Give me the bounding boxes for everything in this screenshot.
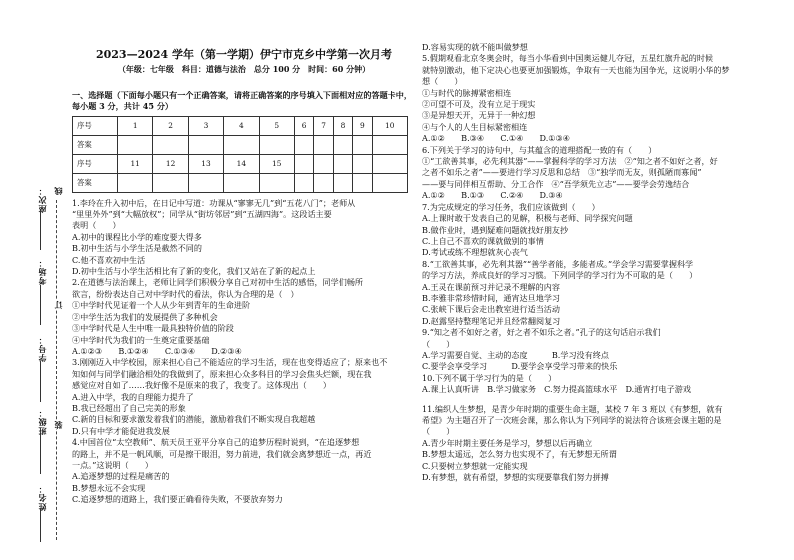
left-question-text — [72, 198, 416, 506]
question-line: 希望》为主题召开了一次班会课，那么你认为下列同学的说法符合该班会课主题的是 — [422, 415, 722, 425]
question-line: 之者不如乐之者”——要进行学习反思和总结 ③“独学而无友，则孤陋而寡闻” — [422, 167, 702, 178]
answer-table-cell[interactable] — [294, 135, 313, 154]
answer-table-cell[interactable] — [188, 135, 223, 154]
answer-table-cell: 10 — [372, 116, 407, 135]
question-line: A.进入中学，我的自理能力提升了 — [72, 391, 194, 402]
margin-field-name: 姓名： — [37, 484, 47, 511]
question-line: 感觉应对自如了……我好像不是原来的我了，我变了。这体现出（ ） — [72, 380, 332, 391]
question-line: ③是异想天开，无异于一种幻想 — [422, 110, 536, 121]
exam-subtitle: （年级：七年级 科目：道德与法治 总分 100 分 时间：60 分钟） — [117, 64, 371, 75]
question-line: 的学习方法，养成良好的学习习惯。下列同学的学习行为不可取的是（ ） — [422, 270, 698, 281]
answer-table-cell: 8 — [333, 116, 352, 135]
question-line: D.初中生活与小学生活相比有了新的变化，我们又站在了新的起点上 — [72, 266, 316, 277]
answer-table-row — [73, 173, 408, 192]
answer-table-cell — [314, 154, 333, 173]
margin-field-seat: 座次： — [37, 186, 47, 213]
answer-table-cell: 9 — [353, 116, 372, 135]
question-line: （ ） — [422, 338, 455, 349]
question-line: D.只有中学才能促进我发展 — [72, 425, 170, 436]
answer-table-cell[interactable] — [372, 135, 407, 154]
answer-table-cell[interactable] — [153, 135, 188, 154]
answer-table-cell — [353, 154, 372, 173]
question-line: B.做作业时，遇到疑难问题就找好朋友抄 — [422, 224, 569, 235]
answer-table-cell[interactable] — [333, 135, 352, 154]
answer-table-cell[interactable] — [188, 173, 223, 192]
question-line — [422, 396, 778, 404]
question-line: 6.下列关于学习的诗句中，与其蕴含的道理搭配一致的有（ ） — [422, 144, 657, 155]
question-line: 表明（ ） — [72, 220, 121, 231]
question-line: A.追逐梦想的过程是痛苦的 — [72, 471, 170, 482]
question-line: B.梦想永远不会实现 — [72, 482, 146, 493]
question-line: A.课上认真听讲 B.学习做家务 C.努力提高篮球水平 D.通宵打电子游戏 — [422, 384, 691, 395]
margin-field-room: 考场： — [37, 258, 47, 285]
question-line: 4.中国首位“太空教师”、航天员王亚平分享自己的追梦历程时说到，“在追逐梦想 — [72, 437, 360, 448]
answer-table-cell[interactable] — [294, 173, 313, 192]
question-line: ④中学时代为我们的一生奠定重要基础 — [72, 334, 210, 345]
question-line: ③中学时代是人生中唯一最具独特价值的阶段 — [72, 323, 234, 334]
answer-table-cell — [372, 154, 407, 173]
question-line: B.梦想太遥远，怎么努力也实现不了，有无梦想无所谓 — [422, 449, 617, 460]
question-line: 的路上，并不是一帆风顺，可是擦干眼泪，努力前进，我们就会离梦想近一点，再近 — [72, 448, 372, 459]
question-line: A.王灵在课前预习并记录不理解的内容 — [422, 281, 560, 292]
question-line: C.张峡下课后会走出教室进行适当活动 — [422, 304, 560, 315]
id-blank — [40, 362, 41, 402]
answer-table-cell[interactable] — [353, 135, 372, 154]
question-line: 就特别激动，他下定决心也要更加强锻炼，争取有一天也能为国争光，这说明小华的梦 — [422, 64, 730, 75]
answer-table-cell: 序号 — [73, 154, 118, 173]
question-line: 7.为完成规定的学习任务，我们应该做到（ ） — [422, 201, 600, 212]
question-line: A.上课时敢于发表自己的见解，积极与老师、同学探究问题 — [422, 213, 633, 224]
question-line: “里里外外”到“大幅放权”；同学从“街坊邻居”到“五湖四海”。这段话主要 — [72, 209, 332, 220]
margin-field-class: 班级： — [37, 408, 47, 435]
answer-table-cell: 15 — [259, 154, 294, 173]
question-line: A.①②③ B.①②④ C.①③④ D.②③④ — [72, 345, 242, 356]
answer-table-cell: 答案 — [73, 135, 118, 154]
answer-table-cell[interactable] — [259, 135, 294, 154]
answer-table-row — [73, 116, 408, 135]
answer-table-cell: 6 — [294, 116, 313, 135]
question-line: C.要学会享受学习 D.要学会享受学习带来的快乐 — [422, 361, 618, 372]
answer-table-cell: 13 — [188, 154, 223, 173]
question-line: C.追逐梦想的道路上，我们要正确看待失败，不要放弃努力 — [72, 494, 283, 505]
question-line: D.赵露坚持整理笔记并且经常翻阅复习 — [422, 315, 561, 326]
answer-table-cell — [333, 154, 352, 173]
question-line: 想（ ） — [422, 76, 463, 87]
binding-line — [56, 200, 57, 540]
exam-title: 2023—2024 学年（第一学期）伊宁市克乡中学第一次月考 — [95, 48, 393, 61]
answer-table-cell: 2 — [153, 116, 188, 135]
question-line: （ ） — [422, 426, 455, 437]
left-column — [72, 42, 416, 506]
question-line: 一点。”这说明（ ） — [72, 459, 154, 470]
answer-table — [72, 116, 408, 193]
question-line: A.学习需要自觉、主动的态度 B.学习没有终点 — [422, 349, 609, 360]
question-line: C.新的目标和要求激发着我们的潜能，激励着我们不断实现自我超越 — [72, 414, 316, 425]
answer-table-cell: 7 — [314, 116, 333, 135]
question-line: 11.编织人生梦想，是青少年时期的重要生命主题，某校 7 年 3 班以《有梦想，就有 — [422, 403, 723, 414]
answer-table-cell — [294, 154, 313, 173]
margin-marker-bind: 订 — [53, 300, 63, 309]
question-line: C.只要树立梦想就一定能实现 — [422, 460, 528, 471]
question-line: ——要与同伴相互帮助、分工合作 ④“吾学须先立志”——要学会劳逸结合 — [422, 178, 690, 189]
question-line: A.青少年时期主要任务是学习，梦想以后再确立 — [422, 437, 593, 448]
answer-table-cell[interactable] — [118, 173, 153, 192]
question-line: ②中学生活为我们的发展提供了多种机会 — [72, 311, 218, 322]
question-line: B.初中生活与小学生活是截然不同的 — [72, 243, 202, 254]
question-line: 2.在道德与法治课上，老师让同学们积极分享自己对初中生活的感悟，同学们畅所 — [72, 277, 364, 288]
answer-table-cell[interactable] — [118, 135, 153, 154]
answer-table-cell[interactable] — [153, 173, 188, 192]
question-line: D.考试或练不理想就灰心丧气 — [422, 247, 528, 258]
answer-table-cell[interactable] — [314, 173, 333, 192]
answer-table-cell: 14 — [224, 154, 259, 173]
answer-table-cell: 1 — [118, 116, 153, 135]
question-line: C.他不喜欢初中生活 — [72, 254, 146, 265]
seat-blank — [40, 210, 41, 250]
section1-heading: 一、选择题（下面每小题只有一个正确答案，请将正确答案的序号填入下面相对应的答题卡中，每小题 3 分，共计 45 分） — [72, 89, 412, 112]
question-line: 知如何与同学们融洽相处的我做到了，原来担心众多科目的学习会焦头烂额，现在我 — [72, 368, 372, 379]
question-line: 8.“工欲善其事，必先利其器”“善学者能，多能者成。”学会学习需要掌握科学 — [422, 258, 694, 269]
answer-table-cell: 序号 — [73, 116, 118, 135]
answer-table-cell: 3 — [188, 116, 223, 135]
answer-table-cell[interactable] — [259, 173, 294, 192]
name-blank — [40, 508, 41, 542]
question-line: ①与时代的脉搏紧密相连 — [422, 87, 512, 98]
question-line: ①中学时代见证着一个人从少年到青年的生命进阶 — [72, 300, 251, 311]
question-line: 10.下列不属于学习行为的是（ ） — [422, 372, 557, 383]
margin-marker-line: 线 — [53, 186, 63, 195]
answer-table-cell[interactable] — [314, 135, 333, 154]
question-line: B.我已经超出了自己完美的形象 — [72, 402, 186, 413]
answer-table-row — [73, 154, 408, 173]
right-question-text — [422, 42, 778, 483]
answer-table-cell[interactable] — [224, 135, 259, 154]
question-line: A.初中的课程比小学的难度要大得多 — [72, 231, 202, 242]
answer-table-cell: 5 — [259, 116, 294, 135]
question-line: ④与个人的人生目标紧密相连 — [422, 121, 528, 132]
margin-field-id: 学号： — [37, 335, 47, 362]
answer-table-cell: 4 — [224, 116, 259, 135]
class-blank — [40, 434, 41, 474]
answer-table-cell: 12 — [153, 154, 188, 173]
answer-table-cell[interactable] — [372, 173, 407, 192]
answer-table-cell: 答案 — [73, 173, 118, 192]
right-column — [422, 42, 778, 483]
question-line: D.容易实现的就不能叫做梦想 — [422, 42, 528, 52]
question-line: ①“工欲善其事，必先利其器”——掌握科学的学习方法 ②“知之者不如好之者，好 — [422, 156, 718, 167]
question-line: 5.假期观看北京冬奥会时，每当小华看到中国奥运健儿夺冠，五星红旗升起的时候 — [422, 53, 714, 64]
question-line: 9.“知之者不如好之者，好之者不如乐之者。”孔子的这句话启示我们 — [422, 327, 661, 338]
room-blank — [40, 285, 41, 325]
question-line: B.李雅非常珍惜时间，通宵达旦地学习 — [422, 292, 561, 303]
question-line: C.上自己不喜欢的课就做别的事情 — [422, 235, 544, 246]
answer-table-cell[interactable] — [353, 173, 372, 192]
question-line: A.①② B.③④ C.①④ D.①③④ — [422, 133, 571, 144]
answer-table-cell[interactable] — [333, 173, 352, 192]
answer-table-cell[interactable] — [224, 173, 259, 192]
answer-table-cell: 11 — [118, 154, 153, 173]
answer-table-row — [73, 135, 408, 154]
question-line: 欲言，纷纷表达自己对中学时代的看法，你认为合理的是（ ） — [72, 288, 299, 299]
question-line: ②可望不可及，没有立足于现实 — [422, 99, 536, 110]
margin-marker-install: 装 — [53, 420, 63, 429]
question-line: 3.刚刚迈入中学校园，原来担心自己不能适应的学习生活，现在也变得适应了；原来也不 — [72, 357, 388, 368]
question-line: D.有梦想，就有希望，梦想的实现要靠我们努力拼搏 — [422, 472, 609, 483]
question-line: A.①② B.①③ C.②④ D.③④ — [422, 190, 563, 201]
question-line: 1.李玲在升入初中后，在日记中写道：功课从“寥寥无几”到“五花八门”；老师从 — [72, 197, 356, 208]
